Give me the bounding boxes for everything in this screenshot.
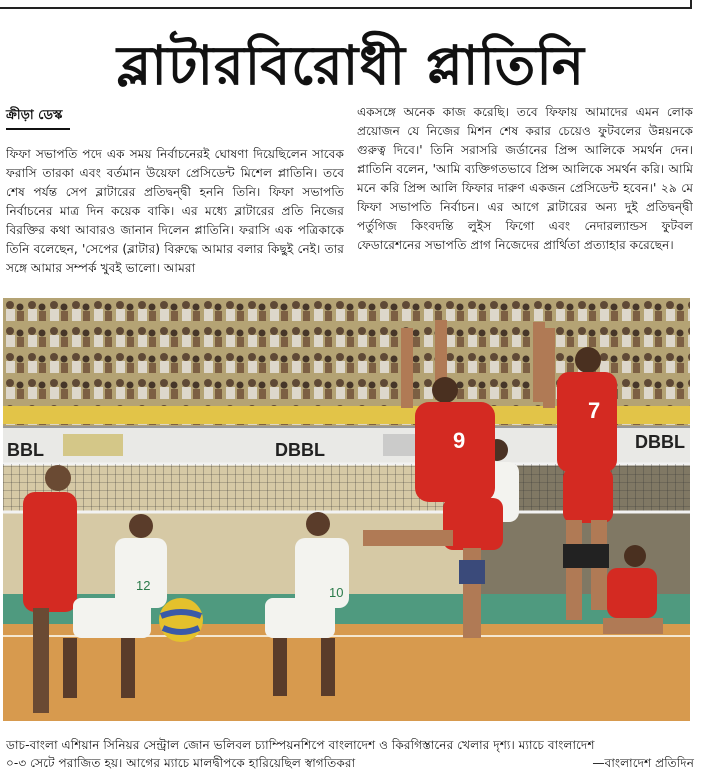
headline: ব্লাটারবিরোধী প্লাতিনি	[116, 34, 586, 97]
article-column-left: ফিফা সভাপতি পদে এক সময় নির্বাচনেরই ঘোষণা দিয়েছিলেন সাবেক ফরাসি তারকা এবং বর্তমান উয়েফা প্রেসিডেন্ট মিশেল প্লাতিনি। তবে শেষ পর্যন্ত সেপ ব্লাটারের প্রতিদ্বন্দ্বী হননি তিনি। ফিফা সভাপতি নির্বাচনের মাত্র দিন কয়েক বাকি। এর মধ্যে ব্লাটারের প্রতি নিজের বিরক্তির কথা আবারও জানান দিলেন প্লাতিনি। ফরাসি এক পত্রিকাকে তিনি বলেছেন, 'সেপের (ব্লাটার) বিরুদ্ধে আমার বলার কিছুই নেই। তার সঙ্গে আমার সম্পর্ক খুবই ভালো। আমরা	[6, 147, 344, 275]
caption-line-2: ০-৩ সেটে পরাজিত হয়। আগের ম্যাচে মালদ্বীপকে হারিয়েছিল স্বাগতিকরা	[6, 756, 356, 770]
banner-text-left: BBL	[7, 440, 44, 460]
photo-caption	[6, 736, 694, 772]
byline: ক্রীড়া ডেস্ক	[6, 108, 63, 123]
byline-underline	[6, 128, 70, 130]
jersey-number-10: 10	[329, 585, 344, 600]
jersey-number-7: 7	[588, 398, 601, 423]
volleyball-match-photo	[3, 298, 690, 721]
jersey-number-12: 12	[136, 578, 151, 593]
volleyball	[159, 598, 203, 642]
banner-text-mid: DBBL	[275, 440, 325, 460]
caption-line-1: ডাচ-বাংলা এশিয়ান সিনিয়র সেন্ট্রাল জোন ভলিবল চ্যাম্পিয়নশিপে বাংলাদেশ ও কিরগিস্তানের খেলার দৃশ্য। ম্যাচে বাংলাদেশ	[6, 738, 595, 752]
jersey-number-9: 9	[453, 428, 466, 453]
photo-credit: —বাংলাদেশ প্রতিদিন	[592, 756, 694, 770]
article-column-right: একসঙ্গে অনেক কাজ করেছি। তবে ফিফায় আমাদের এমন লোক প্রয়োজন যে নিজের মিশন শেষ করার চেয়েও ফুটবলের উন্নয়নকে গুরুত্ব দিবে।' তিনি সরাসরি জর্ডানের প্রিন্স আলিকে সমর্থন দেন। প্লাতিনি বলেন, 'আমি ব্যক্তিগতভাবে প্রিন্স আলিকে সমর্থন করি। আমি মনে করি প্রিন্স আলি ফিফার দারুণ একজন প্রেসিডেন্ট হবেন।' ২৯ মে ফিফা সভাপতি নির্বাচন। এর আগে ব্লাটারের অন্য দুই প্রতিদ্বন্দ্বী পর্তুগিজ কিংবদন্তি লুইস ফিগো এবং নেদারল্যান্ডস ফুটবল ফেডারেশনের সভাপতি প্রাগ নিজেদের প্রার্থিতা প্রত্যাহার করেছেন।	[357, 105, 693, 252]
top-border-rule	[0, 0, 702, 10]
banner-text-right: DBBL	[635, 432, 685, 452]
